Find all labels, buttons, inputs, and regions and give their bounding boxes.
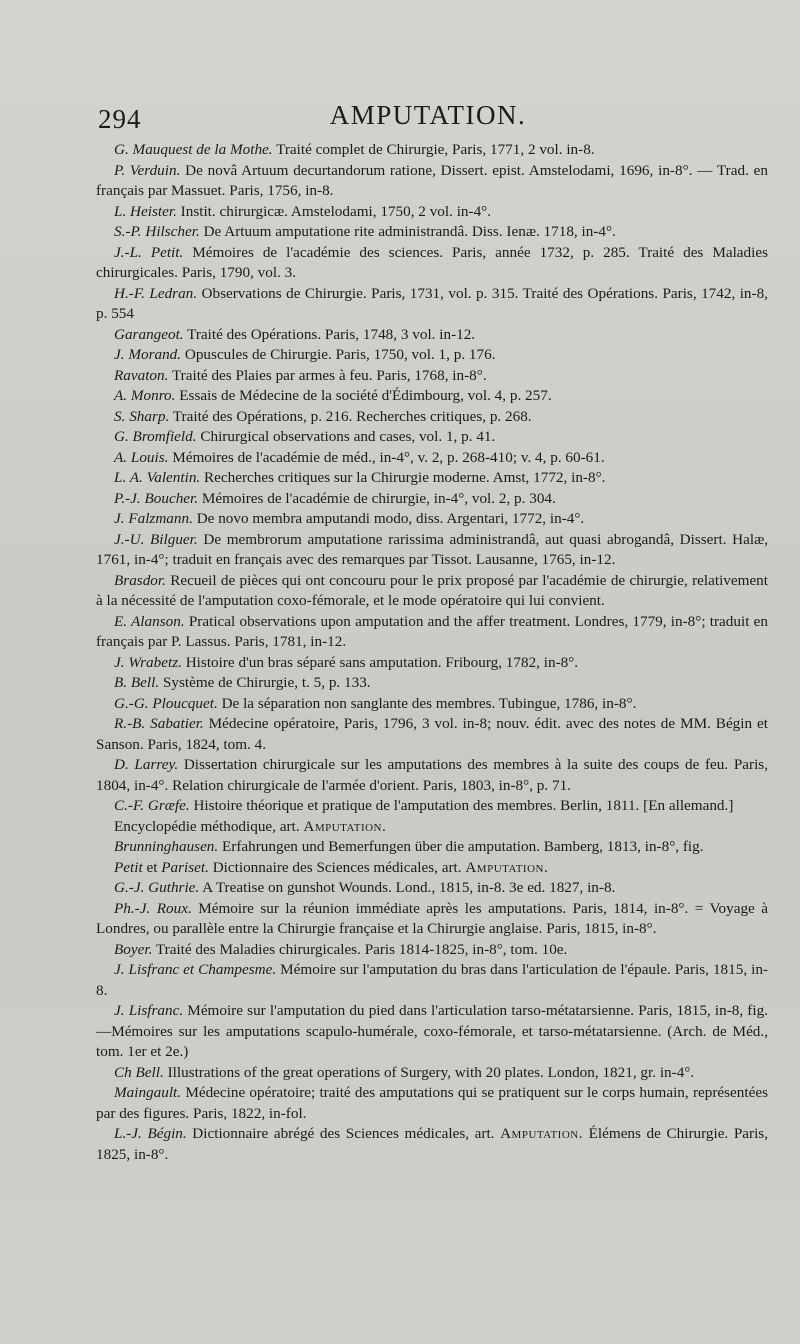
- entry-text: Traité des Maladies chirurgicales. Paris 1814-1825, in-8°, tom. 10e.: [152, 940, 568, 958]
- entry-author: S.-P. Hilscher.: [114, 223, 200, 240]
- entry-article-title: Amputation.: [465, 858, 549, 876]
- bibliography-entry: [96, 899, 768, 940]
- bibliography-entry: [96, 1083, 768, 1124]
- entry-author: P. Verduin.: [114, 161, 181, 179]
- bibliography-entry: [96, 960, 768, 1001]
- bibliography-entry: [96, 796, 768, 817]
- bibliography-entry: [96, 612, 768, 653]
- entry-author: R.-B. Sabatier.: [114, 715, 204, 732]
- entry-author: G. Bromfield.: [114, 428, 197, 445]
- page-number: 294: [98, 104, 142, 134]
- entry-text: Mémoire sur la réunion immédiate après les amputations. Paris, 1814, in-8°. = Voyage à Londres, ou parallèle entre la Chirurgie française et la Chirurgie anglaise. Paris, 1815, in-8°.: [96, 899, 769, 937]
- entry-text: Mémoire sur l'amputation du bras dans l'articulation de l'épaule. Paris, 1815, in-8.: [96, 961, 768, 999]
- entry-text: Traité des Opérations. Paris, 1748, 3 vol. in-12.: [183, 325, 476, 343]
- bibliography-entry: [96, 858, 768, 879]
- entry-text: Essais de Médecine de la société d'Édimbourg, vol. 4, p. 257.: [175, 387, 552, 404]
- entry-text: Système de Chirurgie, t. 5, p. 133.: [159, 674, 371, 691]
- entry-text: Instit. chirurgicæ. Amstelodami, 1750, 2 vol. in-4°.: [176, 202, 492, 220]
- entry-author: Brunninghausen.: [114, 838, 219, 855]
- entry-text: De novo membra amputandi modo, diss. Argentari, 1772, in-4°.: [192, 510, 585, 527]
- entry-author: B. Bell.: [114, 674, 160, 691]
- bibliography-entry: [96, 468, 768, 489]
- bibliography-entry: [96, 140, 768, 161]
- entry-text: Élémens de Chirurgie. Paris, 1825, in-8°.: [96, 1125, 769, 1163]
- entry-text: Dissertation chirurgicale sur les amputations des membres à la suite des coups de feu. Paris, 1804, in-4°. Relation chirurgicale de l'armée d'orient. Paris, 1803, in-8°, p. 71.: [96, 756, 768, 794]
- entry-text: A Treatise on gunshot Wounds. Lond., 1815, in-8. 3e ed. 1827, in-8.: [199, 879, 616, 896]
- bibliography-entry: [96, 673, 768, 694]
- entry-text: Histoire d'un bras séparé sans amputation. Fribourg, 1782, in-8°.: [181, 653, 579, 671]
- entry-author: G.-J. Guthrie.: [114, 879, 200, 896]
- entry-author: Brasdor.: [114, 571, 166, 589]
- entry-author: Petit: [114, 858, 143, 876]
- entry-text: Traité des Opérations, p. 216. Recherches critiques, p. 268.: [169, 407, 532, 425]
- entry-text: Dictionnaire des Sciences médicales, art.: [208, 858, 466, 876]
- entry-author: Ravaton.: [114, 366, 169, 384]
- entry-text: Médecine opératoire, Paris, 1796, 3 vol. in-8; nouv. édit. avec des notes de MM. Bégin et Sanson. Paris, 1824, tom. 4.: [96, 715, 768, 753]
- entry-author: Maingault.: [114, 1084, 182, 1101]
- bibliography-entry: [96, 1063, 768, 1084]
- entry-author: J.-U. Bilguer.: [114, 530, 198, 548]
- entry-author: J. Morand.: [114, 346, 182, 363]
- bibliography-entry: [96, 243, 768, 284]
- bibliography-entry: [96, 386, 768, 407]
- entry-text: Traité des Plaies par armes à feu. Paris, 1768, in-8°.: [168, 366, 487, 384]
- bibliography-entry: [96, 202, 768, 223]
- entry-author: L.-J. Bégin.: [114, 1125, 187, 1142]
- entry-author: A. Louis.: [114, 448, 169, 466]
- entry-text: Encyclopédie méthodique, art.: [114, 817, 304, 835]
- entry-text: Médecine opératoire; traité des amputations qui se pratiquent sur le corps humain, représentées par des figures. Paris, 1822, in-fol.: [96, 1084, 768, 1122]
- entry-author: G. Mauquest de la Mothe.: [114, 141, 273, 158]
- entry-author: P.-J. Boucher.: [114, 489, 199, 507]
- entry-text: Observations de Chirurgie. Paris, 1731, vol. p. 315. Traité des Opérations. Paris, 1742, in-8, p. 554: [96, 284, 768, 322]
- entry-text: Histoire théorique et pratique de l'amputation des membres. Berlin, 1811. [En allemand.]: [189, 797, 734, 814]
- entry-text: Mémoire sur l'amputation du pied dans l'articulation tarso-métatarsienne. Paris, 1815, in-8, fig.—Mémoires sur les amputations scapulo-humérale, coxo-fémorale, et tarso-métatarsienne. (Arch. de Méd., tom. 1er et 2e.): [96, 1002, 768, 1060]
- entry-text: Dictionnaire abrégé des Sciences médicales, art.: [186, 1125, 501, 1142]
- bibliography-entry: [96, 694, 768, 715]
- bibliography-entry: [96, 714, 768, 755]
- entry-text: Recherches critiques sur la Chirurgie moderne. Amst, 1772, in-8°.: [200, 469, 606, 486]
- bibliography-entry: [96, 940, 768, 961]
- entry-author: D. Larrey.: [114, 756, 179, 773]
- entry-author: Garangeot.: [114, 325, 184, 343]
- entry-text: Pratical observations upon amputation and the affer treatment. Londres, 1779, in-8°; traduit en français par P. Lassus. Paris, 1781, in-12.: [96, 612, 768, 650]
- entry-author: Pariset.: [161, 858, 209, 876]
- bibliography-entry: [96, 1124, 768, 1165]
- bibliography-entry: [96, 1001, 768, 1063]
- entry-author: Boyer.: [114, 940, 153, 958]
- entry-text: et: [142, 858, 162, 876]
- entry-article-title: Amputation.: [500, 1125, 584, 1142]
- bibliography-entry: [96, 448, 768, 469]
- page-header: [98, 100, 758, 140]
- bibliography-entry: [96, 161, 768, 202]
- entry-text: Opuscules de Chirurgie. Paris, 1750, vol. 1, p. 176.: [181, 346, 496, 363]
- bibliography-list: [96, 140, 768, 1165]
- bibliography-entry: [96, 509, 768, 530]
- bibliography-entry: [96, 489, 768, 510]
- bibliography-entry: [96, 284, 768, 325]
- entry-author: C.-F. Græfe.: [114, 797, 190, 814]
- entry-author: A. Monro.: [114, 387, 176, 404]
- bibliography-entry: [96, 366, 768, 387]
- entry-author: Ph.-J. Roux.: [114, 899, 192, 917]
- entry-author: J. Lisfranc.: [114, 1002, 184, 1019]
- entry-author: G.-G. Ploucquet.: [114, 694, 218, 712]
- entry-author: S. Sharp.: [114, 407, 170, 425]
- entry-text: Chirurgical observations and cases, vol. 1, p. 41.: [196, 428, 496, 445]
- entry-text: De novâ Artuum decurtandorum ratione, Dissert. epist. Amstelodami, 1696, in-8°. — Trad. en français par Massuet. Paris, 1756, in-8.: [96, 161, 768, 199]
- entry-text: Erfahrungen und Bemerfungen über die amputation. Bamberg, 1813, in-8°, fig.: [218, 838, 704, 855]
- entry-text: Mémoires de l'académie de chirurgie, in-4°, vol. 2, p. 304.: [198, 489, 556, 507]
- bibliography-entry: [96, 530, 768, 571]
- entry-author: L. Heister.: [114, 202, 177, 220]
- bibliography-entry: [96, 837, 768, 858]
- bibliography-entry: [96, 755, 768, 796]
- running-title: AMPUTATION.: [329, 100, 527, 130]
- bibliography-entry: [96, 817, 768, 838]
- bibliography-entry: [96, 878, 768, 899]
- entry-author: J.-L. Petit.: [114, 243, 184, 261]
- entry-text: De Artuum amputatione rite administrandâ. Diss. Ienæ. 1718, in-4°.: [199, 223, 616, 240]
- bibliography-entry: [96, 345, 768, 366]
- entry-text: Mémoires de l'académie des sciences. Paris, année 1732, p. 285. Traité des Maladies chirurgicales. Paris, 1790, vol. 3.: [96, 243, 768, 281]
- entry-author: L. A. Valentin.: [114, 469, 201, 486]
- entry-text: Traité complet de Chirurgie, Paris, 1771, 2 vol. in-8.: [272, 141, 595, 158]
- entry-author: Ch Bell.: [114, 1063, 164, 1081]
- bibliography-entry: [96, 407, 768, 428]
- entry-text: De membrorum amputatione rarissima administrandâ, aut quasi abrogandâ, Dissert. Halæ, 1761, in-4°; traduit en français avec des remarques par Tissot. Lausanne, 1765, in-12.: [96, 530, 769, 568]
- entry-text: Mémoires de l'académie de méd., in-4°, v. 2, p. 268-410; v. 4, p. 60-61.: [168, 448, 605, 466]
- entry-text: Illustrations of the great operations of Surgery, with 20 plates. London, 1821, gr. in-4°.: [163, 1063, 695, 1081]
- entry-author: E. Alanson.: [114, 612, 185, 630]
- entry-author: J. Falzmann.: [114, 510, 193, 527]
- bibliography-entry: [96, 325, 768, 346]
- entry-author: H.-F. Ledran.: [114, 284, 198, 302]
- entry-article-title: Amputation.: [303, 817, 387, 835]
- entry-text: Recueil de pièces qui ont concouru pour le prix proposé par l'académie de chirurgie, relativement à la nécessité de l'amputation coxo-fémorale, et le mode opératoire qui lui convient.: [96, 571, 768, 609]
- bibliography-entry: [96, 653, 768, 674]
- bibliography-entry: [96, 427, 768, 448]
- entry-author: J. Wrabetz.: [114, 653, 182, 671]
- entry-author: J. Lisfranc et Champesme.: [114, 961, 277, 978]
- entry-text: De la séparation non sanglante des membres. Tubingue, 1786, in-8°.: [217, 694, 637, 712]
- bibliography-entry: [96, 571, 768, 612]
- bibliography-entry: [96, 222, 768, 243]
